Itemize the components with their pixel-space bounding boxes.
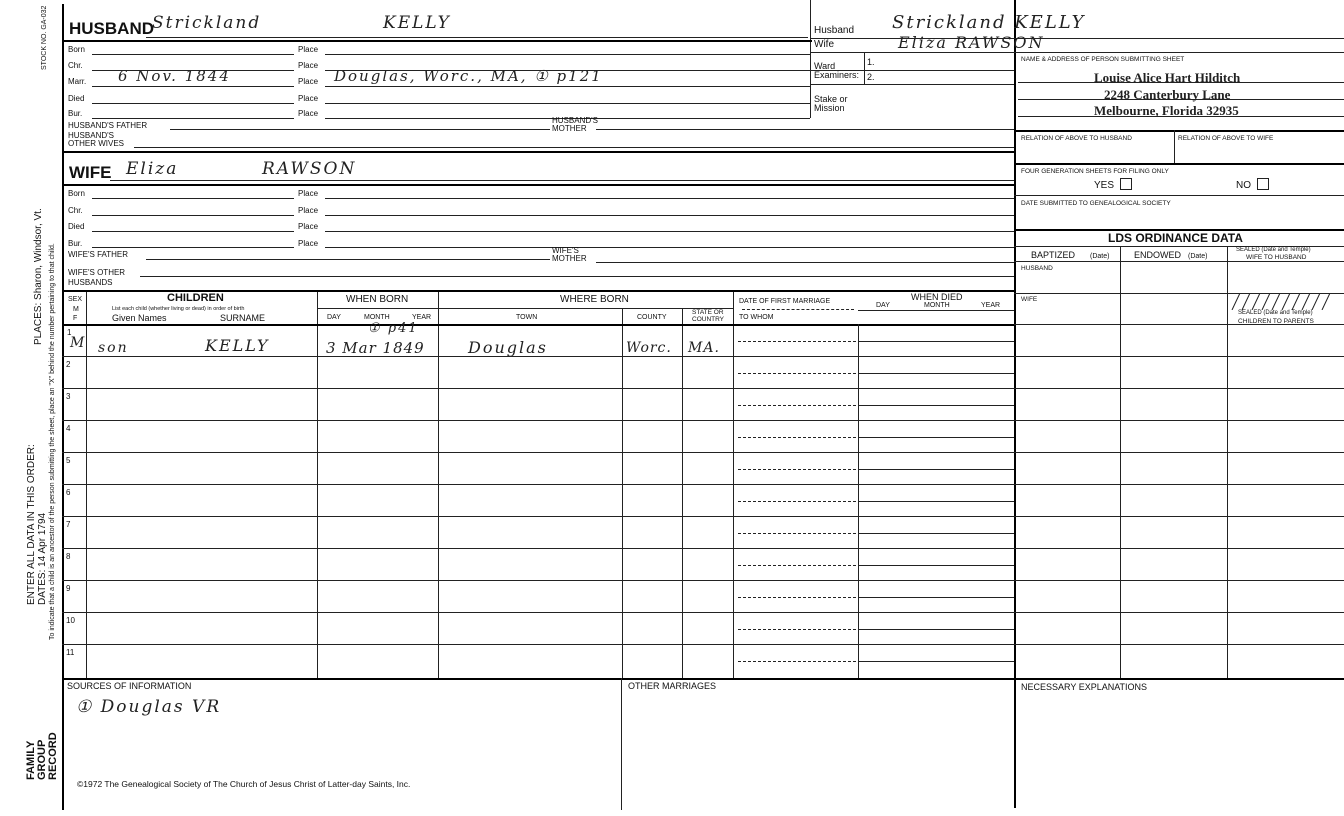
other-marriages-label: OTHER MARRIAGES [628,681,717,691]
born-month-label: MONTH [364,314,390,321]
examiners-label: Examiners: [814,70,860,80]
examiner-2: 2. [867,72,875,82]
lds-ordinance-title: LDS ORDINANCE DATA [1108,231,1243,245]
four-generation-label: FOUR GENERATION SHEETS FOR FILING ONLY [1021,168,1169,175]
children-title: CHILDREN [167,292,224,304]
town-label: TOWN [516,314,538,321]
submitter-line-2: 2248 Canterbury Lane [1104,87,1231,102]
yes-checkbox[interactable] [1120,178,1132,190]
husbands-father-label: HUSBAND'S FATHER [68,121,148,130]
dates-order-line: DATES: 14 Apr 1794 [37,512,48,605]
sex-f-label: F [73,315,78,322]
husband-marr-label: Marr. [68,77,87,86]
wife-surname: RAWSON [262,159,357,179]
wife-heading: WIFE [69,163,112,182]
wife-born-label: Born [68,189,85,198]
child-1-born: 3 Mar 1849 [326,339,425,357]
husband-marr-place-label: Place [298,77,319,86]
relation-to-husband-label: RELATION OF ABOVE TO HUSBAND [1021,135,1132,142]
child-10-number: 10 [66,616,75,625]
stock-number: STOCK NO. GA-032 [41,5,48,70]
husbands-mother-label-1: HUSBAND'S [552,116,598,125]
submitter-label: NAME & ADDRESS OF PERSON SUBMITTING SHEET [1021,56,1185,63]
header-husband-value: Strickland KELLY [892,12,1086,33]
relation-to-wife-label: RELATION OF ABOVE TO WIFE [1178,135,1274,142]
lds-husband-label: HUSBAND [1021,265,1053,272]
husband-marriage-place: Douglas, Worc., MA, ① p121 [334,67,603,85]
wife-chr-place-label: Place [298,206,319,215]
died-month-label: MONTH [924,302,950,309]
examiner-1: 1. [867,57,875,67]
husbands-other-wives-label-1: HUSBAND'S [68,131,114,140]
stake-label-1: Stake or [814,94,848,104]
sealed-wife-label-2: WIFE TO HUSBAND [1246,254,1307,261]
yes-label: YES [1094,180,1115,191]
no-label: NO [1236,180,1251,191]
ancestor-instruction: To indicate that a child is an ancestor of the person submitting the sheet, place an "X" behind the number pertaining to that child. [49,243,56,640]
sex-label: SEX [68,296,83,303]
endowed-date-label: (Date) [1188,253,1208,260]
surname-label: SURNAME [220,313,266,323]
sealed-wife-label-1: SEALED (Date and Temple) [1236,247,1311,253]
wifes-father-label: WIFE'S FATHER [68,250,129,259]
enter-all-data-line: ENTER ALL DATA IN THIS ORDER: [26,444,37,605]
first-marriage-label: DATE OF FIRST MARRIAGE [739,298,831,305]
copyright-line: ©1972 The Genealogical Society of The Church of Jesus Christ of Latter-day Saints, Inc. [77,779,411,789]
child-11-number: 11 [66,648,75,657]
given-names-label: Given Names [112,313,167,323]
child-1-county: Worc. [626,340,672,356]
child-1-given: son [98,340,129,356]
sex-m-label: M [73,306,79,313]
wife-died-place-label: Place [298,222,319,231]
state-label-2: COUNTRY [692,316,725,323]
children-note: List each child (whether living or dead) in order of birth [112,306,245,312]
child-7-number: 7 [66,520,71,529]
husband-chr-place-label: Place [298,61,319,70]
husband-died-place-label: Place [298,94,319,103]
child-1-number: 1 [67,328,72,337]
sources-label: SOURCES OF INFORMATION [67,681,192,691]
child-5-number: 5 [66,456,71,465]
places-order-line: PLACES: Sharon, Windsor, Vt. [33,208,44,345]
husband-heading: HUSBAND [69,19,154,38]
stake-label-2: Mission [814,103,845,113]
record-label: RECORD [47,732,59,780]
child-3-number: 3 [66,392,71,401]
family-label: FAMILY [25,740,37,780]
baptized-date-label: (Date) [1090,253,1110,260]
wife-born-place-label: Place [298,189,319,198]
child-2-number: 2 [66,360,71,369]
sealed-children-label-1: SEALED (Date and Temple) [1238,310,1313,316]
child-1-town: Douglas [468,338,548,357]
header-wife-value: Eliza RAWSON [898,33,1045,52]
husband-chr-label: Chr. [68,61,83,70]
when-born-label: WHEN BORN [346,294,409,305]
husband-bur-place-label: Place [298,109,319,118]
state-label-1: STATE OR [692,309,724,316]
group-label: GROUP [36,739,48,780]
wife-chr-label: Chr. [68,206,83,215]
wifes-mother-label-2: MOTHER [552,254,587,263]
husbands-other-wives-label-2: OTHER WIVES [68,139,125,148]
necessary-explanations-label: NECESSARY EXPLANATIONS [1021,682,1148,692]
child-1-surname: KELLY [205,336,270,355]
when-died-label: WHEN DIED [911,292,963,302]
wife-bur-place-label: Place [298,239,319,248]
sources-value: ① Douglas VR [76,697,222,717]
wife-given-name: Eliza [126,159,179,179]
child-8-number: 8 [66,552,71,561]
husband-born-place-label: Place [298,45,319,54]
date-submitted-label: DATE SUBMITTED TO GENEALOGICAL SOCIETY [1021,200,1171,207]
died-day-label: DAY [876,302,890,309]
born-year-label: YEAR [412,314,432,321]
wife-bur-label: Bur. [68,239,83,248]
county-label: COUNTY [637,314,667,321]
no-checkbox[interactable] [1257,178,1269,190]
child-6-number: 6 [66,488,71,497]
died-year-label: YEAR [981,302,1001,309]
husband-marriage-date: 6 Nov. 1844 [118,67,231,85]
wifes-mother-label-1: WIFE'S [552,246,579,255]
submitter-line-1: Louise Alice Hart Hilditch [1094,70,1241,85]
wife-died-label: Died [68,222,85,231]
child-1-state: MA. [688,340,720,356]
lds-wife-label: WIFE [1021,296,1038,303]
endowed-label: ENDOWED [1134,250,1181,260]
husband-surname: KELLY [383,13,451,33]
child-1-born-note: ① p41 [368,321,419,336]
husband-given-name: Strickland [152,13,262,33]
header-husband-label: Husband [814,25,855,36]
child-9-number: 9 [66,584,71,593]
husbands-mother-label-2: MOTHER [552,124,587,133]
child-4-number: 4 [66,424,71,433]
wifes-other-husbands-label-1: WIFE'S OTHER [68,268,126,277]
submitter-line-3: Melbourne, Florida 32935 [1094,103,1239,118]
husband-died-label: Died [68,94,85,103]
where-born-label: WHERE BORN [560,294,629,305]
to-whom-label: TO WHOM [739,314,774,321]
header-wife-label: Wife [814,39,834,50]
baptized-label: BAPTIZED [1031,250,1076,260]
ward-label: Ward [814,61,836,71]
sealed-hatch-pattern [1228,293,1332,310]
child-1-sex: M [70,335,87,351]
wifes-other-husbands-label-2: HUSBANDS [68,278,113,287]
husband-born-label: Born [68,45,85,54]
husband-bur-label: Bur. [68,109,83,118]
sealed-children-label-2: CHILDREN TO PARENTS [1238,318,1314,325]
born-day-label: DAY [327,314,341,321]
